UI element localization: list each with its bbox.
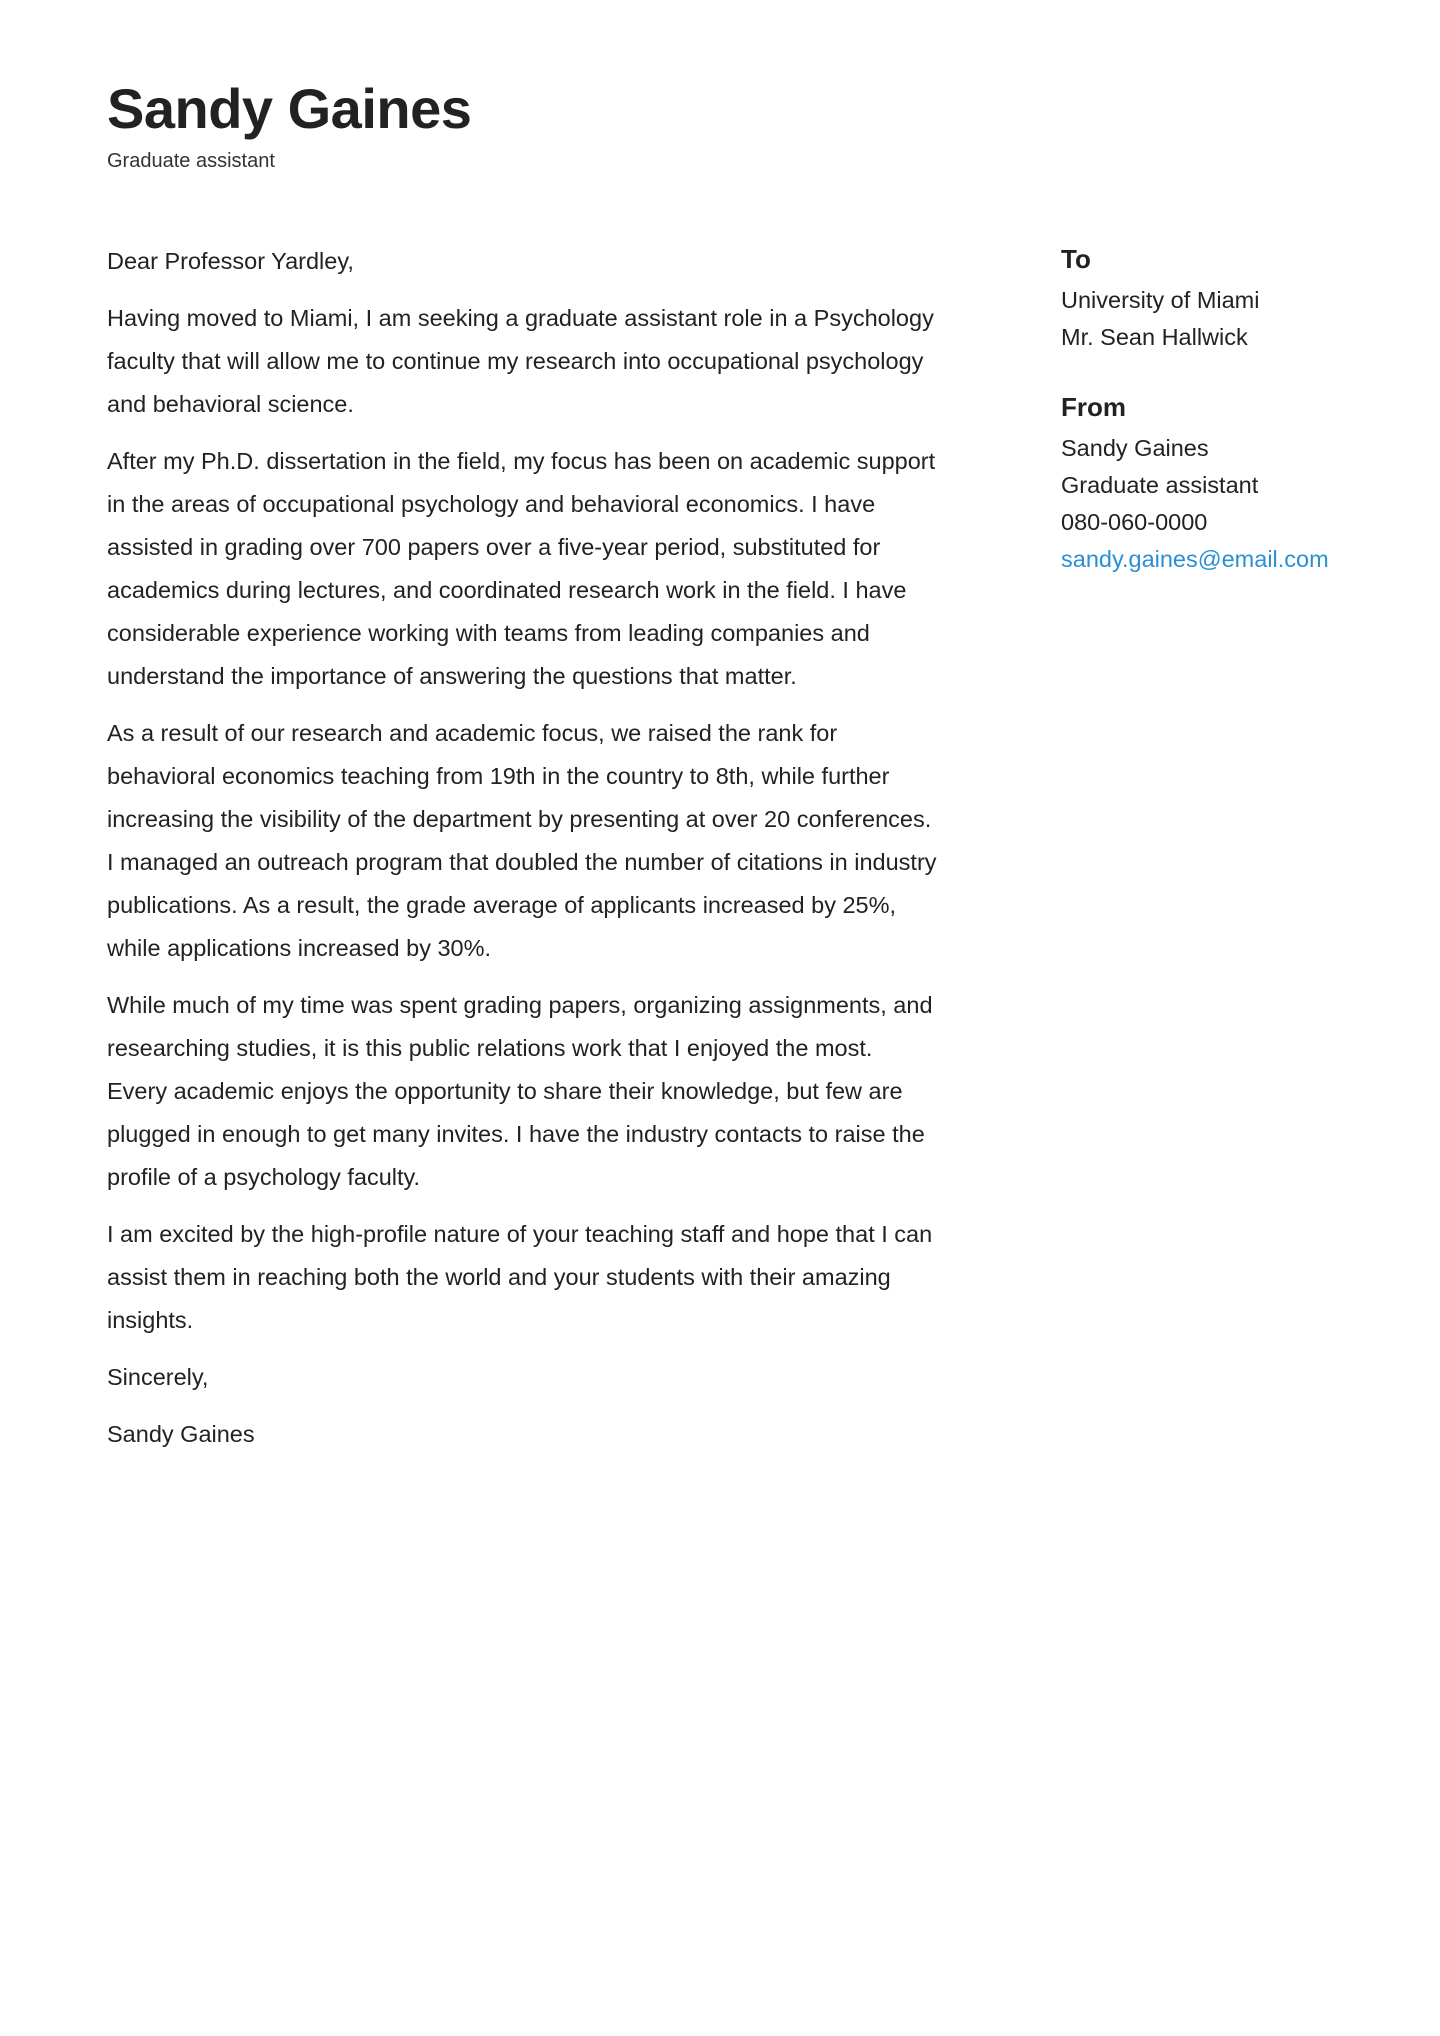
letter-header (107, 70, 471, 174)
closing: Sincerely, (107, 1364, 209, 1390)
salutation: Dear Professor Yardley, (107, 248, 354, 274)
contact-sidebar (1061, 240, 1391, 610)
recipient-name: Mr. Sean Hallwick (1061, 324, 1248, 350)
from-title: Graduate assistant (1061, 472, 1259, 498)
from-heading: From (1061, 392, 1126, 422)
sender-title: Graduate assistant (107, 150, 275, 172)
paragraph-4: While much of my time was spent grading papers, organizing assignments, and researching studies, it is this public relations work that I enjoyed the most. Every academic enjoys the opportunity to share their knowledge, but few are plugged in enough to get many invites. I have the industry contacts to raise the profile of a psychology faculty. (107, 992, 933, 1190)
from-email-link[interactable]: sandy.gaines@email.com (1061, 546, 1329, 572)
letter-body (107, 240, 937, 1470)
paragraph-3: As a result of our research and academic focus, we raised the rank for behavioral economics teaching from 19th in the country to 8th, while further increasing the visibility of the department by presenting at over 20 conferences. I managed an outreach program that doubled the number of citations in industry publications. As a result, the grade average of applicants increased by 25%, while applications increased by 30%. (107, 720, 937, 961)
to-heading: To (1061, 244, 1091, 274)
from-phone: 080-060-0000 (1061, 509, 1208, 535)
paragraph-1: Having moved to Miami, I am seeking a graduate assistant role in a Psychology faculty that will allow me to continue my research into occupational psychology and behavioral science. (107, 305, 934, 417)
sender-name: Sandy Gaines (107, 77, 472, 140)
paragraph-5: I am excited by the high-profile nature of your teaching staff and hope that I can assist them in reaching both the world and your students with their amazing insights. (107, 1221, 933, 1333)
to-block (1061, 240, 1391, 356)
signature: Sandy Gaines (107, 1421, 255, 1447)
paragraph-2: After my Ph.D. dissertation in the field, my focus has been on academic support in the areas of occupational psychology and behavioral economics. I have assisted in grading over 700 papers over a five-year period, substituted for academics during lectures, and coordinated research work in the field. I have considerable experience working with teams from leading companies and understand the importance of answering the questions that matter. (107, 448, 936, 689)
from-name: Sandy Gaines (1061, 435, 1209, 461)
recipient-organization: University of Miami (1061, 287, 1260, 313)
from-block (1061, 388, 1391, 578)
